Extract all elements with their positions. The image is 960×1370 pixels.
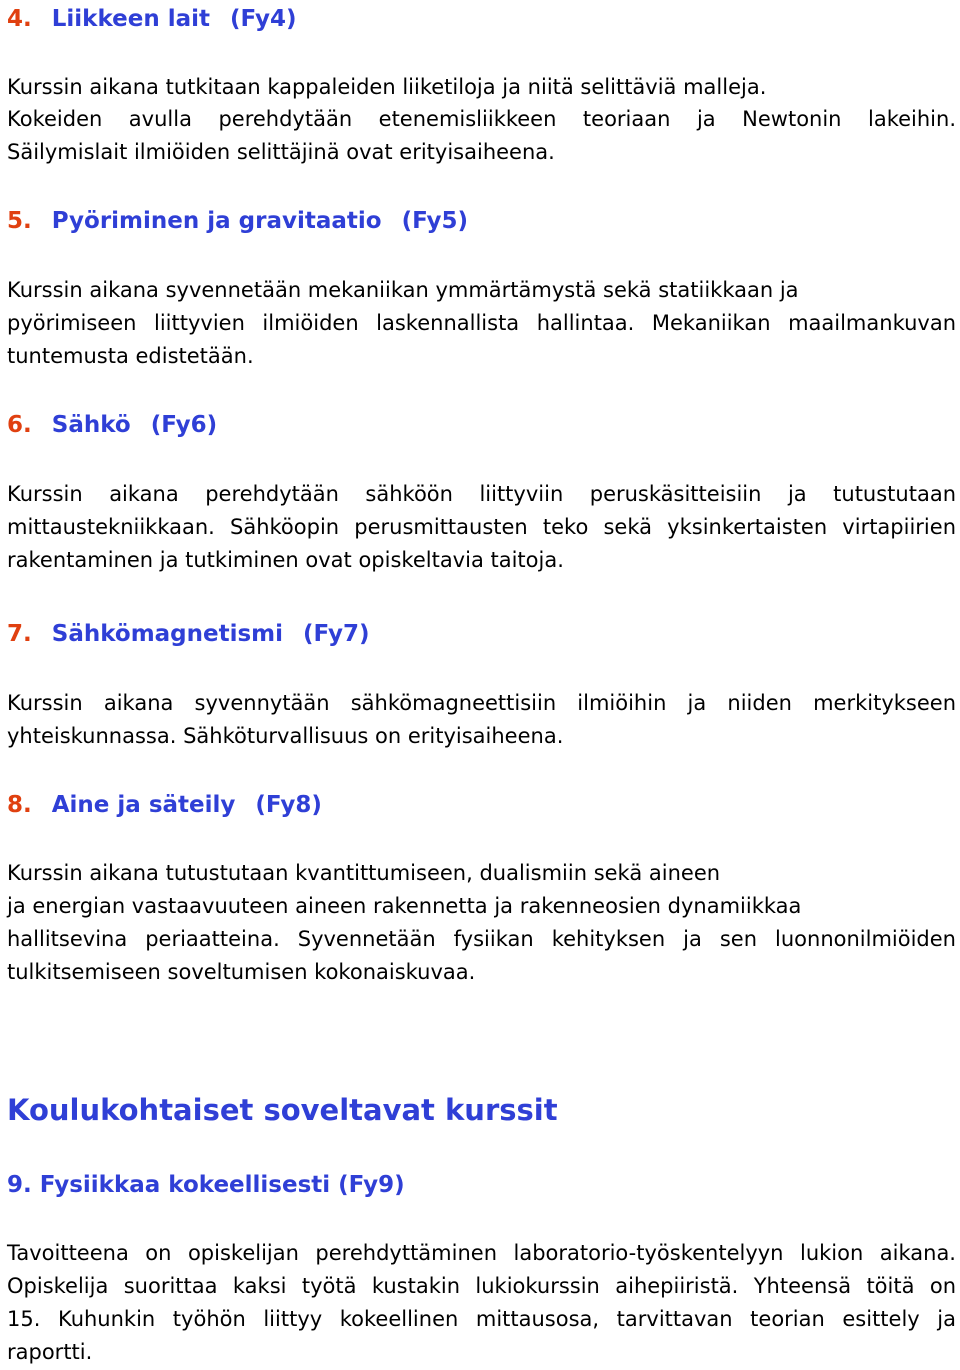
section-5-title: Pyöriminen ja gravitaatio — [51, 208, 382, 234]
section-6-number: 6. — [7, 412, 32, 438]
section-4-code: (Fy4) — [230, 6, 297, 32]
section-5-heading — [7, 204, 468, 238]
section-5-text-line: Kurssin aikana syvennetään mekaniikan ymmärtämystä sekä statiikkaan ja — [7, 278, 799, 302]
section-8-title: Aine ja säteily — [51, 792, 236, 818]
section-8-text-line: tulkitsemiseen soveltumisen kokonaiskuvaa. — [7, 960, 476, 984]
section-7-text-line: yhteiskunnassa. Sähköturvallisuus on erityisaiheena. — [7, 724, 564, 748]
course-9-text-line: 15. Kuhunkin työhön liittyy kokeellinen mittausosa, tarvittavan teorian esittely ja — [7, 1307, 956, 1331]
section-6-text-line: Kurssin aikana perehdytään sähköön liittyviin peruskäsitteisiin ja tutustutaan — [7, 482, 956, 506]
section-6-text-line: mittaustekniikkaan. Sähköopin perusmittausten teko sekä yksinkertaisten virtapiirien — [7, 515, 956, 539]
section-6-text-line: rakentaminen ja tutkiminen ovat opiskeltavia taitoja. — [7, 548, 564, 572]
section-8-number: 8. — [7, 792, 32, 818]
section-7-number: 7. — [7, 621, 32, 647]
section-8-text-line: ja energian vastaavuuteen aineen rakennetta ja rakenneosien dynamiikkaa — [7, 894, 802, 918]
section-6-code: (Fy6) — [150, 412, 218, 438]
course-9-text-line: raportti. — [7, 1340, 93, 1364]
section-8-text-line: hallitsevina periaatteina. Syvennetään fysiikan kehityksen ja sen luonnonilmiöiden — [7, 927, 956, 951]
section-8-heading — [7, 788, 322, 822]
section-4-heading — [7, 2, 297, 36]
section-7-text-line: Kurssin aikana syvennytään sähkömagneettisiin ilmiöihin ja niiden merkitykseen — [7, 691, 956, 715]
section-5-code: (Fy5) — [401, 208, 469, 234]
section-4-number: 4. — [7, 6, 32, 32]
section-4-text-line: Säilymislait ilmiöiden selittäjinä ovat erityisaiheena. — [7, 140, 555, 164]
section-8-code: (Fy8) — [255, 792, 322, 818]
section-6-title: Sähkö — [51, 412, 131, 438]
course-9-heading: 9. Fysiikkaa kokeellisesti (Fy9) — [7, 1172, 405, 1198]
section-4-text-line: Kurssin aikana tutkitaan kappaleiden liiketiloja ja niitä selittäviä malleja. — [7, 75, 767, 99]
section-5-text-line: pyörimiseen liittyvien ilmiöiden laskennallista hallintaa. Mekaniikan maailmankuvan — [7, 311, 956, 335]
applied-courses-heading: Koulukohtaiset soveltavat kurssit — [7, 1093, 558, 1127]
course-9-text-line: Opiskelija suorittaa kaksi työtä kustakin lukiokurssin aihepiiristä. Yhteensä töitä on — [7, 1274, 956, 1298]
section-5-text-line: tuntemusta edistetään. — [7, 344, 254, 368]
section-4-title: Liikkeen lait — [51, 6, 211, 32]
section-6-heading — [7, 408, 217, 442]
section-7-heading — [7, 617, 370, 651]
section-8-text-line: Kurssin aikana tutustutaan kvantittumiseen, dualismiin sekä aineen — [7, 861, 721, 885]
course-9-text-line: Tavoitteena on opiskelijan perehdyttäminen laboratorio-työskentelyyn lukion aikana. — [7, 1241, 956, 1265]
section-7-code: (Fy7) — [303, 621, 370, 647]
section-7-title: Sähkömagnetismi — [51, 621, 284, 647]
section-5-number: 5. — [7, 208, 32, 234]
section-4-text-line: Kokeiden avulla perehdytään etenemisliikkeen teoriaan ja Newtonin lakeihin. — [7, 107, 956, 131]
